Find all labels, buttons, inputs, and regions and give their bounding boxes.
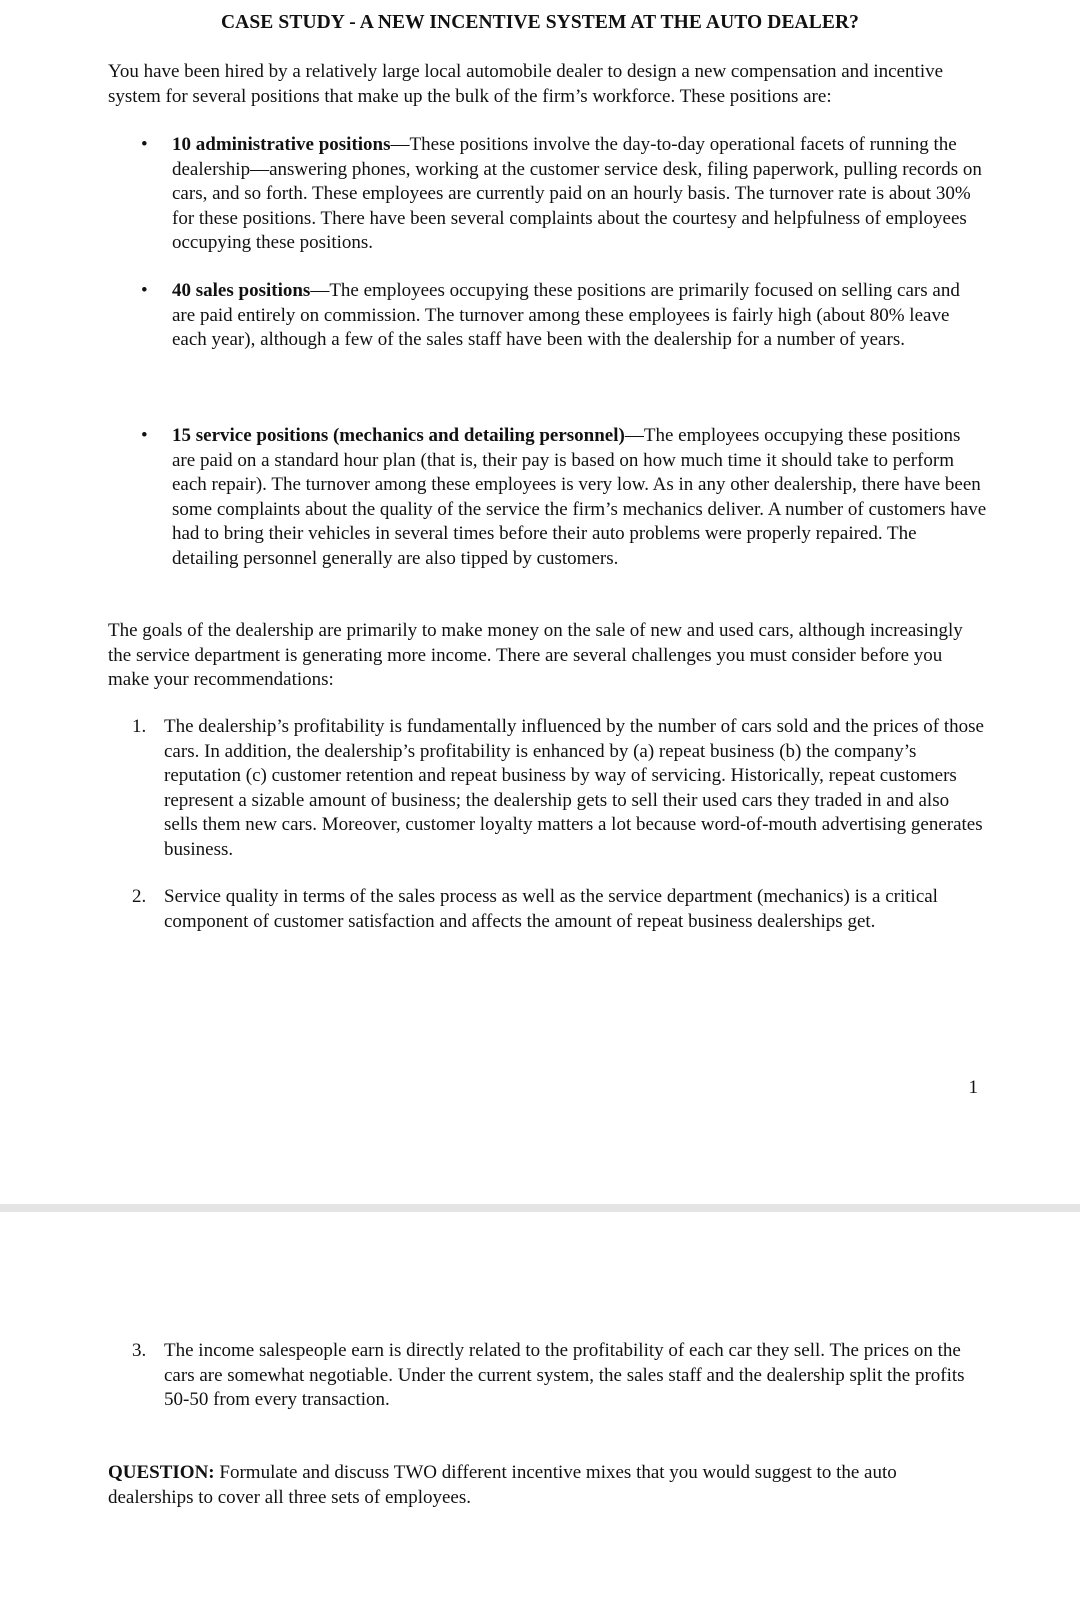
- bullet-icon: •: [141, 134, 148, 155]
- intro-paragraph: You have been hired by a relatively large local automobile dealer to design a new compensation and incentive system for several positions that make up the bulk of the firm’s workforce. These positions are:: [108, 61, 944, 107]
- challenge-text: The income salespeople earn is directly related to the profitability of each car they sell. The prices on the cars are somewhat negotiable. Under the current system, the sales staff and the dealership split the profits 50-50 from every transaction.: [164, 1340, 965, 1410]
- challenge-number: 3.: [132, 1340, 147, 1361]
- page-number: 1: [968, 1077, 978, 1098]
- challenge-number: 1.: [132, 716, 147, 737]
- challenge-text: The dealership’s profitability is fundamentally influenced by the number of cars sold and the prices of those cars. In addition, the dealership’s profitability is enhanced by (a) repeat business (b) the company’s reputation (c) customer retention and repeat business by way of servicing. Historically, repeat customers represent a sizable amount of business; the dealership gets to sell their used cars they traded in and also sells them new cars. Moreover, customer loyalty matters a lot because word-of-mouth advertising generates business.: [164, 716, 984, 860]
- position-description: —The employees occupying these positions are paid on a standard hour plan (that is, their pay is based on how much time it should take to perform each repair). The turnover among these employees is very low. As in any other dealership, there have been some complaints about the quality of the service the firm’s mechanics deliver. A number of customers have had to bring their vehicles in several times before their auto problems were properly repaired. The detailing personnel generally are also tipped by customers.: [172, 425, 987, 569]
- document-title: CASE STUDY - A NEW INCENTIVE SYSTEM AT THE AUTO DEALER?: [221, 12, 859, 33]
- page-separator: [0, 1204, 1080, 1212]
- position-text: [172, 279, 987, 353]
- position-heading: 40 sales positions: [172, 280, 311, 301]
- challenge-text: Service quality in terms of the sales process as well as the service department (mechanics) is a critical component of customer satisfaction and affects the amount of repeat business dealerships get.: [164, 886, 938, 932]
- position-heading: 15 service positions (mechanics and detailing personnel): [172, 425, 625, 446]
- challenge-number: 2.: [132, 886, 147, 907]
- position-text: [172, 133, 987, 256]
- position-text: [172, 424, 987, 571]
- bullet-icon: •: [141, 425, 148, 446]
- question-text: Formulate and discuss TWO different incentive mixes that you would suggest to the auto dealerships to cover all three sets of employees.: [108, 1462, 897, 1508]
- goals-paragraph: The goals of the dealership are primarily to make money on the sale of new and used cars, although increasingly the service department is generating more income. There are several challenges you must consider before you make your recommendations:: [108, 620, 963, 690]
- position-description: —These positions involve the day-to-day operational facets of running the dealership—answering phones, working at the customer service desk, filing paperwork, pulling records on cars, and so forth. These employees are currently paid on an hourly basis. The turnover rate is about 30% for these positions. There have been several complaints about the courtesy and helpfulness of employees occupying these positions.: [172, 134, 982, 253]
- bullet-icon: •: [141, 280, 148, 301]
- document-page-2: [0, 1212, 1080, 1616]
- position-description: —The employees occupying these positions are primarily focused on selling cars and are paid entirely on commission. The turnover among these employees is fairly high (about 80% leave each year), although a few of the sales staff have been with the dealership for a number of years.: [172, 280, 960, 350]
- question-label: QUESTION:: [108, 1462, 215, 1483]
- question-paragraph: [108, 1461, 983, 1510]
- position-heading: 10 administrative positions: [172, 134, 391, 155]
